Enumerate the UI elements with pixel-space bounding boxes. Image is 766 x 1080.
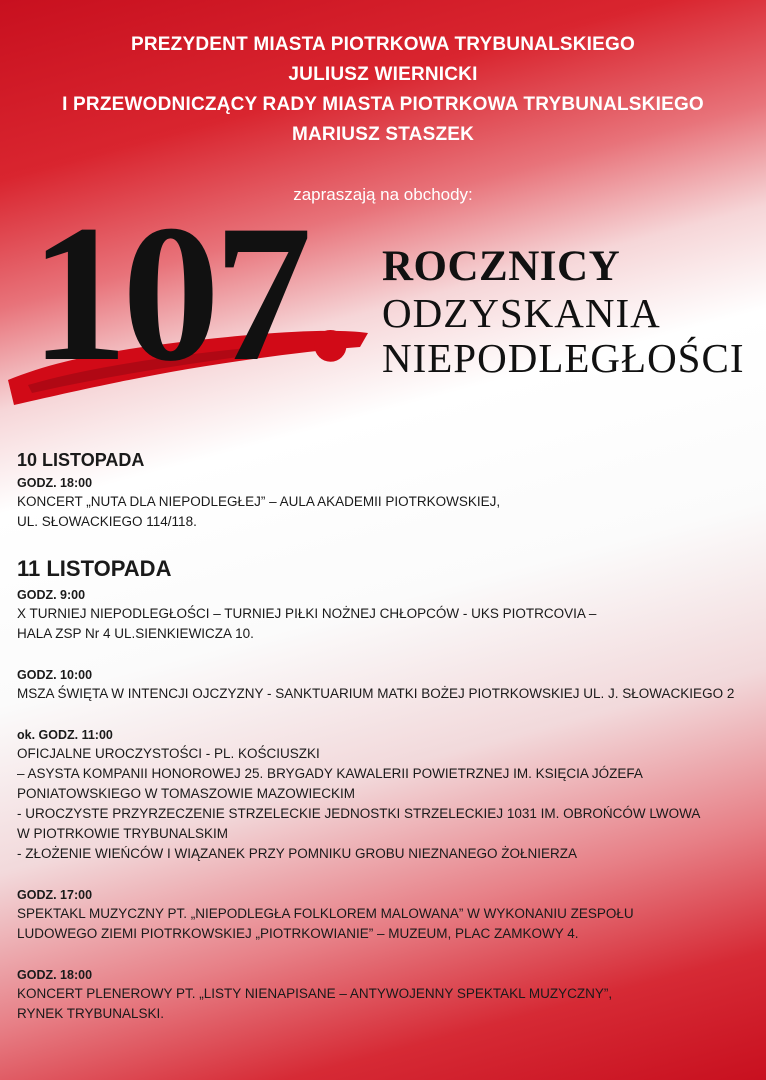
anniversary-number-digits: 107 xyxy=(30,185,306,402)
day-heading: 11 LISTOPADA xyxy=(17,556,172,581)
event-description-line: - ZŁOŻENIE WIEŃCÓW I WIĄZANEK PRZY POMNIKU GROBU NIEZNANEGO ŻOŁNIERZA xyxy=(17,846,578,861)
event-schedule xyxy=(17,448,757,1024)
event-time: GODZ. 10:00 xyxy=(17,668,93,682)
schedule-event xyxy=(17,726,757,864)
event-description-line: LUDOWEGO ZIEMI PIOTRKOWSKIEJ „PIOTRKOWIANIE” – MUZEUM, PLAC ZAMKOWY 4. xyxy=(17,926,579,941)
event-description-line: RYNEK TRYBUNALSKI. xyxy=(17,1006,165,1021)
organizers-header xyxy=(0,30,766,150)
event-description-line: PONIATOWSKIEGO W TOMASZOWIE MAZOWIECKIM xyxy=(17,786,356,801)
invitation-text: zapraszają na obchody: xyxy=(293,185,473,204)
event-time: GODZ. 17:00 xyxy=(17,888,93,902)
title-line-odzyskania: ODZYSKANIA xyxy=(382,290,661,336)
event-description-line: UL. SŁOWACKIEGO 114/118. xyxy=(17,514,197,529)
event-description-line: W PIOTRKOWIE TRYBUNALSKIM xyxy=(17,826,229,841)
header-line-mayor-name: JULIUSZ WIERNICKI xyxy=(288,64,478,85)
event-description-line: X TURNIEJ NIEPODLEGŁOŚCI – TURNIEJ PIŁKI NOŻNEJ CHŁOPCÓW - UKS PIOTRCOVIA – xyxy=(17,606,597,621)
event-description-line: OFICJALNE UROCZYSTOŚCI - PL. KOŚCIUSZKI xyxy=(17,746,320,761)
anniversary-dot: . xyxy=(306,185,349,402)
event-description-line: – ASYSTA KOMPANII HONOROWEJ 25. BRYGADY KAWALERII POWIETRZNEJ IM. KSIĘCIA JÓZEFA xyxy=(17,766,643,781)
event-description-line: MSZA ŚWIĘTA W INTENCJI OJCZYZNY - SANKTUARIUM MATKI BOŻEJ PIOTRKOWSKIEJ UL. J. SŁOWACKIEGO 2 xyxy=(17,686,735,701)
event-description-line: KONCERT „NUTA DLA NIEPODLEGŁEJ” – AULA AKADEMII PIOTRKOWSKIEJ, xyxy=(17,494,501,509)
event-time: GODZ. 9:00 xyxy=(17,588,86,602)
anniversary-title xyxy=(382,243,744,381)
event-time: GODZ. 18:00 xyxy=(17,476,93,490)
header-line-council-chair: I PRZEWODNICZĄCY RADY MIASTA PIOTRKOWA TRYBUNALSKIEGO xyxy=(62,94,704,115)
title-line-rocznicy: ROCZNICY xyxy=(382,243,621,290)
schedule-event xyxy=(17,666,757,704)
event-description-line: SPEKTAKL MUZYCZNY PT. „NIEPODLEGŁA FOLKLOREM MALOWANA” W WYKONANIU ZESPOŁU xyxy=(17,906,634,921)
title-line-niepodleglosci: NIEPODLEGŁOŚCI xyxy=(382,335,745,381)
event-description-line: KONCERT PLENEROWY PT. „LISTY NIENAPISANE – ANTYWOJENNY SPEKTAKL MUZYCZNY”, xyxy=(17,986,613,1001)
schedule-event xyxy=(17,586,757,644)
anniversary-number xyxy=(30,185,349,402)
event-description-line: HALA ZSP Nr 4 UL.SIENKIEWICZA 10. xyxy=(17,626,254,641)
schedule-event xyxy=(17,474,757,532)
header-line-council-chair-name: MARIUSZ STASZEK xyxy=(291,124,475,145)
event-description-line: - UROCZYSTE PRZYRZECZENIE STRZELECKIE JEDNOSTKI STRZELECKIEJ 1031 IM. OBROŃCÓW LWOWA xyxy=(17,806,701,821)
schedule-event xyxy=(17,966,757,1024)
header-line-mayor: PREZYDENT MIASTA PIOTRKOWA TRYBUNALSKIEGO xyxy=(131,34,635,55)
day-heading: 10 LISTOPADA xyxy=(17,450,145,470)
schedule-event xyxy=(17,886,757,944)
event-time: ok. GODZ. 11:00 xyxy=(17,728,113,742)
event-time: GODZ. 18:00 xyxy=(17,968,93,982)
